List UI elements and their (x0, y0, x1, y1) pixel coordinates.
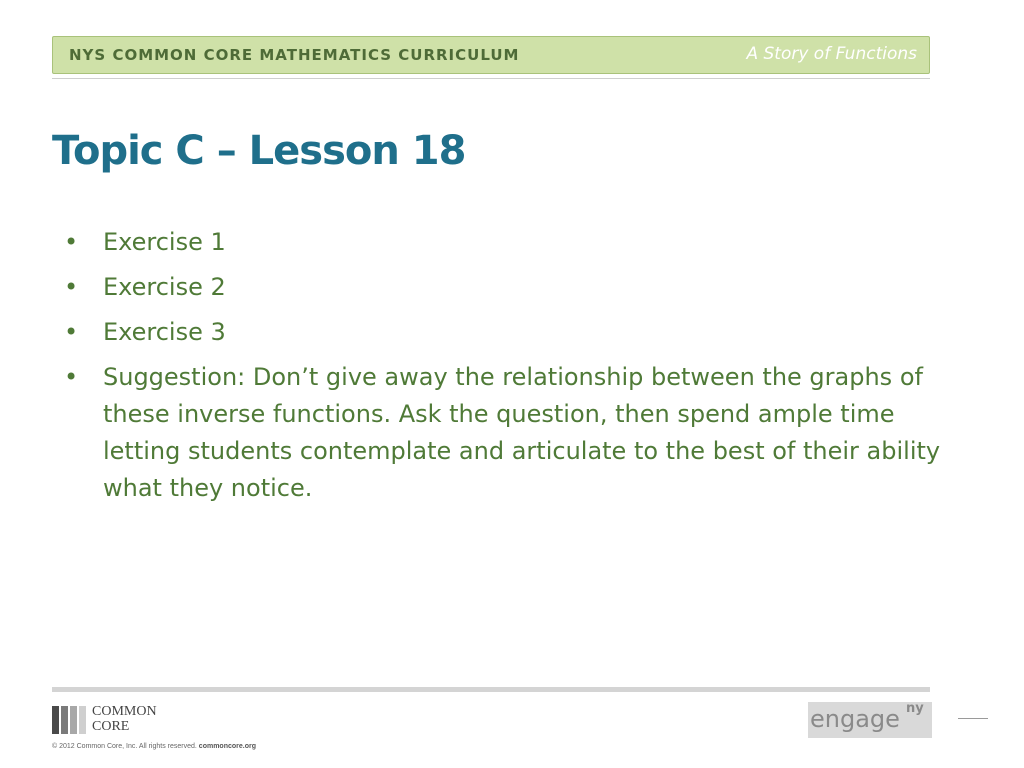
common-core-wordmark (92, 704, 157, 734)
common-core-logo (52, 704, 202, 736)
commoncore-link[interactable]: commoncore.org (198, 743, 256, 750)
header-bar (52, 36, 930, 74)
logo-line-2: CORE (92, 719, 130, 734)
bullet-text: Exercise 3 (103, 318, 226, 346)
bullet-text: Exercise 2 (103, 273, 226, 301)
bullet-dot: • (64, 273, 79, 301)
bullet-item (62, 314, 972, 351)
header-divider (52, 78, 930, 79)
bullet-text: Suggestion: Don’t give away the relationship between the graphs of these inverse functions. Ask the question, then spend ample time letting students contemplate and articulate to the best of their ability what they notice. (103, 363, 941, 502)
bullet-item (62, 269, 972, 306)
engageny-logo (808, 702, 932, 738)
bullet-item (62, 224, 972, 261)
bullet-dot: • (64, 228, 79, 256)
copyright-text: © 2012 Common Core, Inc. All rights reserved. (52, 743, 197, 750)
bullet-text: Exercise 1 (103, 228, 226, 256)
copyright-notice (52, 743, 256, 750)
module-label: A Story of Functions (746, 44, 917, 64)
slide-title: Topic C – Lesson 18 (52, 128, 466, 174)
engage-wordmark: engage (810, 705, 900, 733)
bullet-dot: • (64, 363, 79, 391)
bullet-dot: • (64, 318, 79, 346)
common-core-bars-icon (52, 706, 88, 734)
footer-divider (52, 687, 930, 692)
engage-ny-suffix: ny (906, 701, 924, 716)
logo-line-1: COMMON (92, 704, 157, 719)
curriculum-label: NYS COMMON CORE MATHEMATICS CURRICULUM (69, 46, 520, 64)
bullet-item (62, 359, 972, 507)
slide-edge-mark (958, 718, 988, 719)
bullet-list (62, 224, 972, 515)
